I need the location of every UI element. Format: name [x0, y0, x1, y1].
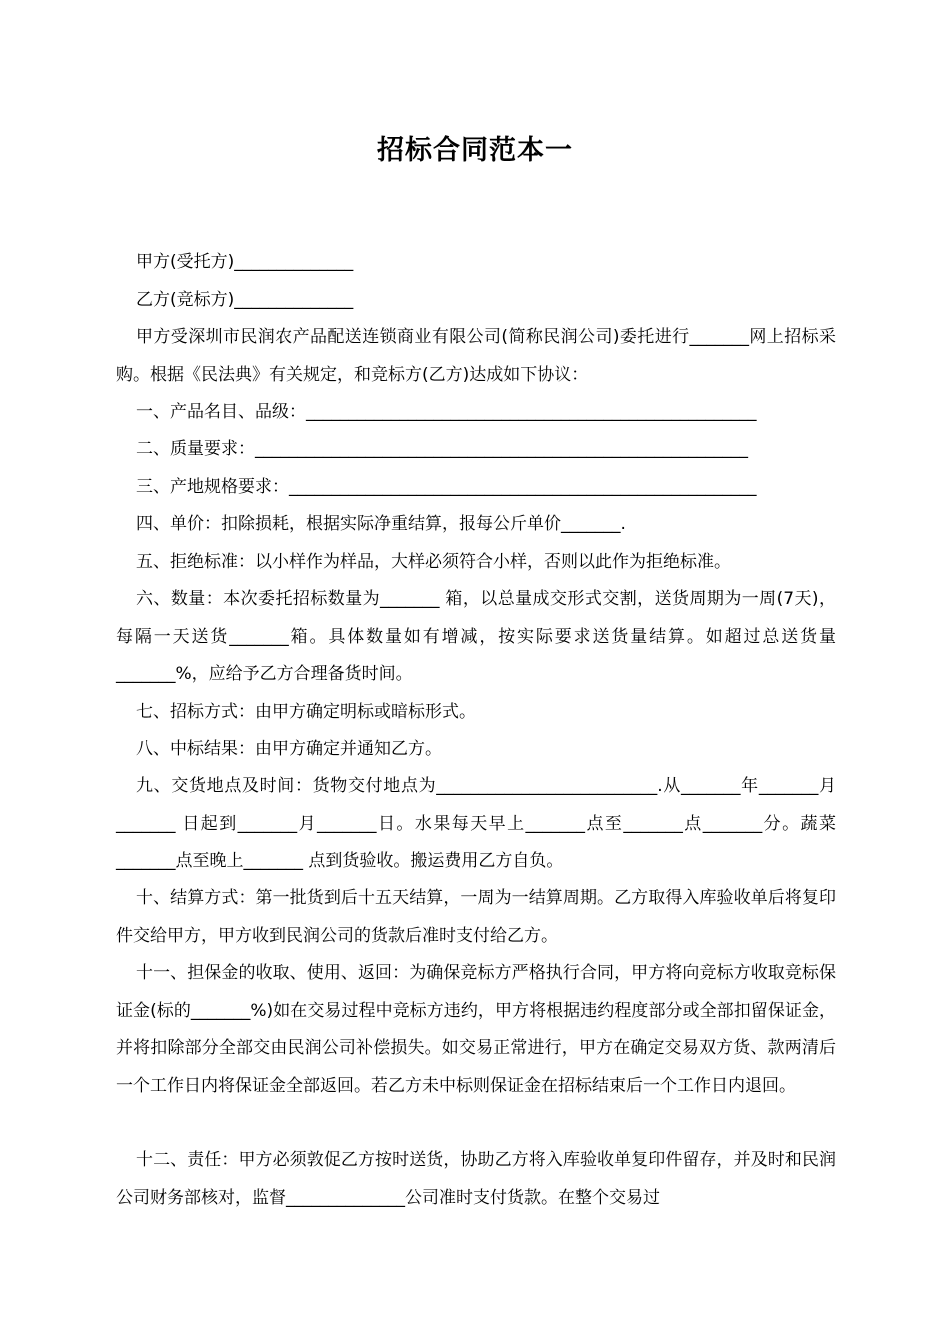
clause-9-delivery: 九、交货地点及时间：货物交付地点为__________________________.从_______年_______月_______ 日起到_______月_______日。水果每天早上_______点至_______点_______分。蔬菜_______点至晚上_______ 点到货验收。搬运费用乙方自负。 — [116, 776, 836, 871]
party-a-line: 甲方(受托方)______________ — [136, 252, 354, 272]
clause-2-quality: 二、质量要求：__________________________________________________________ — [136, 439, 748, 459]
clause-11-deposit: 十一、担保金的收取、使用、返回：为确保竞标方严格执行合同，甲方将向竞标方收取竞标保证金(标的_______%)如在交易过程中竞标方违约，甲方将根据违约程度部分或全部扣留保证金，并将扣除部分全部交由民润公司补偿损失。如交易正常进行，甲方在确定交易双方货、款两清后一个工作日内将保证金全部返回。若乙方未中标则保证金在招标结束后一个工作日内退回。 — [116, 963, 836, 1096]
clause-7-tender-method: 七、招标方式：由甲方确定明标或暗标形式。 — [136, 702, 476, 722]
clause-10-settlement: 十、结算方式：第一批货到后十五天结算，一周为一结算周期。乙方取得入库验收单后将复印件交给甲方，甲方收到民润公司的货款后准时支付给乙方。 — [116, 888, 836, 946]
intro-paragraph: 甲方受深圳市民润农产品配送连锁商业有限公司(简称民润公司)委托进行_______网上招标采购。根据《民法典》有关规定，和竞标方(乙方)达成如下协议： — [116, 327, 836, 385]
clause-12-responsibility: 十二、责任：甲方必须敦促乙方按时送货，协助乙方将入库验收单复印件留存，并及时和民润公司财务部核对，监督______________公司准时支付货款。在整个交易过 — [116, 1150, 836, 1208]
clause-5-rejection: 五、拒绝标准：以小样作为样品，大样必须符合小样，否则以此作为拒绝标准。 — [136, 552, 731, 572]
clause-8-result: 八、中标结果：由甲方确定并通知乙方。 — [136, 739, 442, 759]
document-title: 招标合同范本一 — [377, 135, 573, 166]
clause-6-quantity: 六、数量：本次委托招标数量为_______ 箱，以总量成交形式交割，送货周期为一周(7天)，每隔一天送货_______箱。具体数量如有增减，按实际要求送货量结算。如超过总送货量_______%，应给予乙方合理备货时间。 — [116, 589, 836, 684]
clause-3-origin-spec: 三、产地规格要求：_______________________________________________________ — [136, 477, 757, 497]
clause-1-product-grade: 一、产品名目、品级：_____________________________________________________ — [136, 402, 757, 422]
party-b-line: 乙方(竞标方)______________ — [136, 290, 354, 310]
clause-4-unit-price: 四、单价：扣除损耗，根据实际净重结算，报每公斤单价_______. — [136, 514, 626, 534]
